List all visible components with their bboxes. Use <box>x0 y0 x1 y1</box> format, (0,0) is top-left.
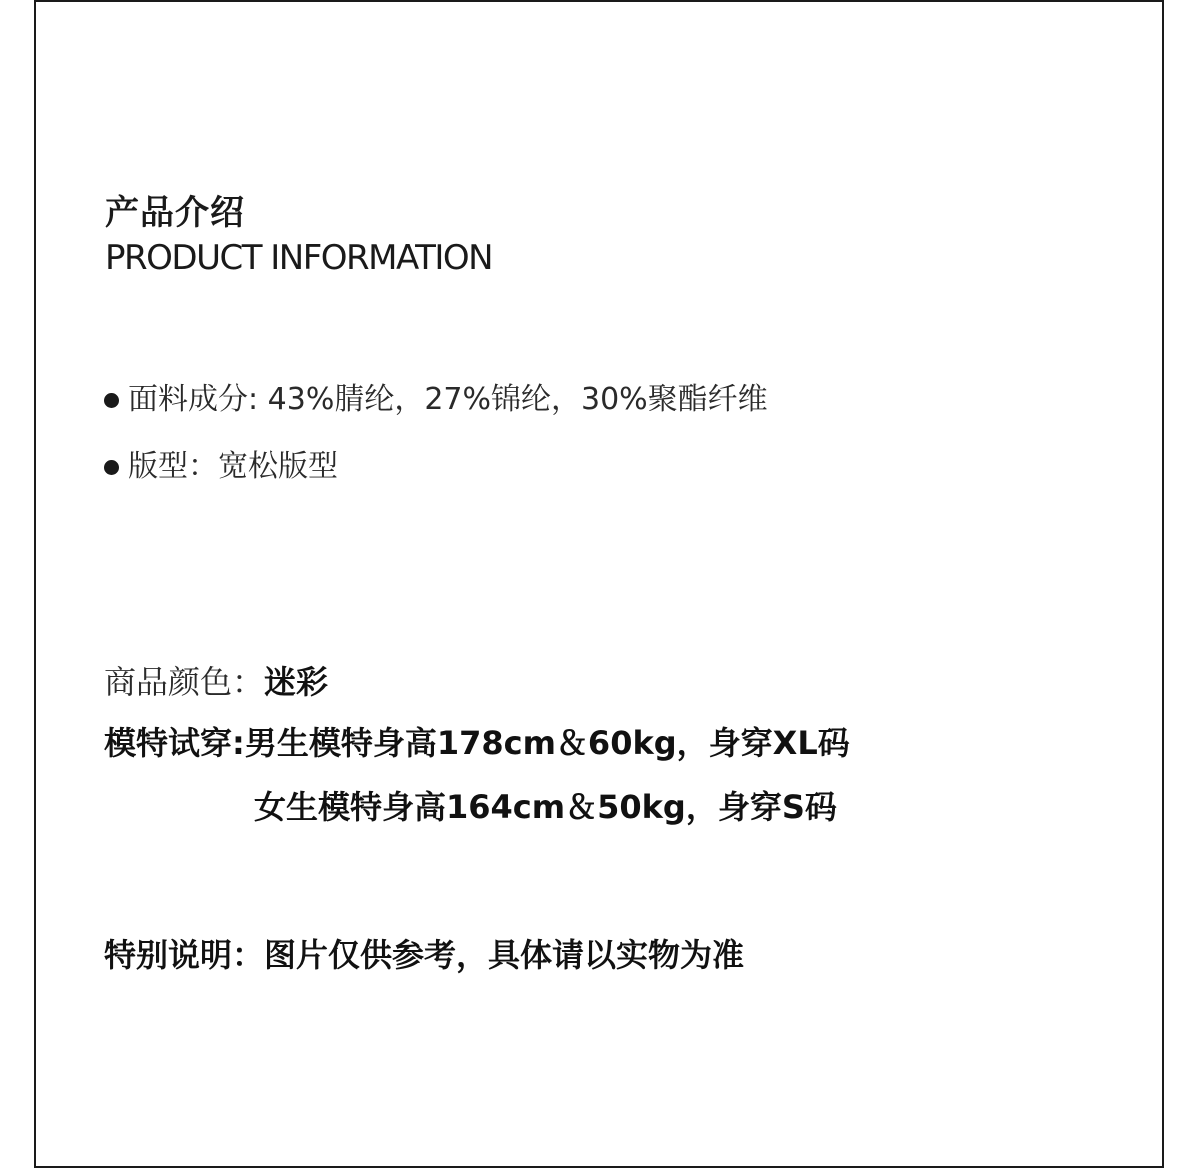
spec-item-fabric <box>104 380 768 420</box>
product-color <box>104 661 328 703</box>
spec-item-text: 面料成分: 43%腈纶，27%锦纶，30%聚酯纤维 <box>128 382 768 417</box>
model-fit-female-text: 女生模特身高164cm＆50kg，身穿S码 <box>254 788 837 826</box>
section-title-zh: 产品介绍 <box>105 193 245 233</box>
spec-item-text: 版型：宽松版型 <box>128 449 338 484</box>
bullet-icon <box>104 460 119 475</box>
special-note-text: 特别说明：图片仅供参考，具体请以实物为准 <box>104 936 745 974</box>
special-note <box>104 934 744 976</box>
section-title-en: PRODUCT INFORMATION <box>105 238 493 278</box>
product-color-value: 迷彩 <box>264 663 329 701</box>
model-fit-label: 模特试穿: <box>104 724 245 762</box>
model-fit-male <box>104 722 850 764</box>
page-frame <box>34 0 1164 1168</box>
spec-item-fit <box>104 447 338 487</box>
bullet-icon <box>104 393 119 408</box>
product-color-label: 商品颜色： <box>104 663 265 701</box>
model-fit-male-text: 男生模特身高178cm＆60kg，身穿XL码 <box>244 724 850 762</box>
model-fit-female <box>254 786 837 828</box>
